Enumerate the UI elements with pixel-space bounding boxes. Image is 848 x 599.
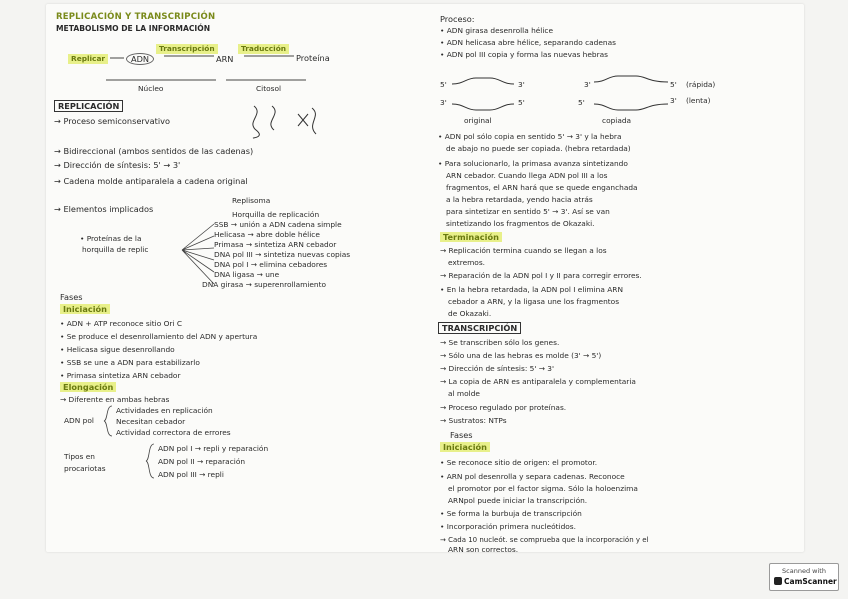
flow-replicar: Replicar <box>68 54 108 64</box>
elementos-1: Replisoma <box>232 196 271 205</box>
left-iniciacion: Iniciación <box>60 304 110 314</box>
camscanner-badge <box>769 563 839 591</box>
diag-l-3b: 3' <box>440 98 447 107</box>
diag-r-3: 3' <box>584 80 591 89</box>
diag-rapida: (rápida) <box>686 80 716 89</box>
scanner-line2: CamScanner <box>784 577 837 586</box>
procariota-3: ADN pol III → repli <box>158 470 224 479</box>
note-8: sintetizando los fragmentos de Okazaki. <box>446 219 595 228</box>
term-5: cebador a ARN, y la ligasa une los fragmentos <box>448 297 620 306</box>
replicacion-header: REPLICACIÓN <box>54 100 123 112</box>
proteinas-label-1: • Proteínas de la <box>80 234 142 243</box>
scanner-line1: Scanned with <box>782 567 826 575</box>
r-ini-3: el promotor por el factor sigma. Sólo la holoenzima <box>448 484 638 493</box>
note-5: fragmentos, el ARN hará que se quede enganchada <box>446 183 638 192</box>
flow-adn: ADN <box>126 53 154 65</box>
diag-r-3b: 3' <box>670 96 677 105</box>
r-ini-7: → Cada 10 nucleót. se comprueba que la incorporación y el <box>440 536 649 544</box>
proteina-7: DNA girasa → superenrollamiento <box>202 280 327 289</box>
term-4: • En la hebra retardada, la ADN pol I elimina ARN <box>440 285 623 294</box>
procariota-1: ADN pol I → repli y reparación <box>158 444 269 453</box>
note-3: • Para solucionarlo, la primasa avanza sintetizando <box>438 159 628 168</box>
r-ini-8: ARN son correctos. <box>448 545 519 554</box>
left-line-4: → Cadena molde antiparalela a cadena original <box>54 176 248 186</box>
flow-nucleo: Núcleo <box>138 84 164 93</box>
procariotas-brace <box>144 442 156 480</box>
proteina-6: DNA ligasa → une <box>214 270 280 279</box>
flow-transcripcion: Transcripción <box>156 44 218 54</box>
diag-r-5b: 5' <box>670 80 677 89</box>
adn-pol-3: Actividad correctora de errores <box>116 428 231 437</box>
note-4: ARN cebador. Cuando llega ADN pol III a los <box>446 171 608 180</box>
diag-l-3a: 3' <box>518 80 525 89</box>
left-ini-5: • Primasa sintetiza ARN cebador <box>60 371 181 380</box>
left-ini-2: • Se produce el desenrollamiento del ADN y apertura <box>60 332 258 341</box>
r-ini-4: ARNpol puede iniciar la transcripción. <box>448 496 588 505</box>
proteina-2: Helicasa → abre doble hélice <box>214 230 320 239</box>
elementos-2: Horquilla de replicación <box>232 210 320 219</box>
flow-citosol: Citosol <box>256 84 282 93</box>
proceso-title: Proceso: <box>440 14 475 24</box>
diag-copiada-fork <box>592 74 670 114</box>
proteinas-label-2: horquilla de replic <box>82 245 149 254</box>
term-2: extremos. <box>448 258 486 267</box>
left-line-3: → Dirección de síntesis: 5' → 3' <box>54 160 181 170</box>
trans-7: → Sustratos: NTPs <box>440 416 507 425</box>
adn-pol-brace <box>102 404 114 438</box>
note-7: para sintetizar en sentido 5' → 3'. Así se van <box>446 207 610 216</box>
left-line-1: → Proceso semiconservativo <box>54 116 170 126</box>
trans-3: → Dirección de síntesis: 5' → 3' <box>440 364 555 373</box>
proceso-3: • ADN pol III copia y forma las nuevas hebras <box>440 50 609 59</box>
diag-original: original <box>464 116 492 125</box>
diag-l-5: 5' <box>440 80 447 89</box>
page-title: REPLICACIÓN Y TRANSCRIPCIÓN <box>56 12 216 22</box>
flow-traduccion: Traducción <box>238 44 289 54</box>
proteina-5: DNA pol I → elimina cebadores <box>214 260 328 269</box>
procariotas-label-2: procariotas <box>64 464 106 473</box>
proceso-2: • ADN helicasa abre hélice, separando cadenas <box>440 38 616 47</box>
left-ini-1: • ADN + ATP reconoce sitio Ori C <box>60 319 182 328</box>
adn-pol-1: Actividades en replicación <box>116 406 213 415</box>
flow-arrows <box>106 48 306 88</box>
left-ini-4: • SSB se une a ADN para estabilizarlo <box>60 358 200 367</box>
r-ini-2: • ARN pol desenrolla y separa cadenas. Reconoce <box>440 472 625 481</box>
trans-5: al molde <box>448 389 480 398</box>
diag-copiada: copiada <box>602 116 632 125</box>
right-fases: Fases <box>450 430 473 440</box>
page-subtitle: METABOLISMO DE LA INFORMACIÓN <box>56 24 211 33</box>
r-ini-5: • Se forma la burbuja de transcripción <box>440 509 582 518</box>
diag-l-5b: 5' <box>518 98 525 107</box>
trans-1: → Se transcriben sólo los genes. <box>440 338 560 347</box>
proceso-1: • ADN girasa desenrolla hélice <box>440 26 554 35</box>
left-line-2: → Bidireccional (ambos sentidos de las cadenas) <box>54 146 254 156</box>
diag-original-fork <box>450 76 516 112</box>
proteina-4: DNA pol III → sintetiza nuevas copias <box>214 250 351 259</box>
term-1: → Replicación termina cuando se llegan a los <box>440 246 607 255</box>
procariotas-label-1: Tipos en <box>64 452 95 461</box>
left-line-5: → Elementos implicados <box>54 204 154 214</box>
diag-r-5: 5' <box>578 98 585 107</box>
diag-lenta: (lenta) <box>686 96 711 105</box>
left-elong-1: → Diferente en ambas hebras <box>60 395 170 404</box>
note-6: a la hebra retardada, yendo hacia atrás <box>446 195 593 204</box>
adn-pol-label: ADN pol <box>64 416 94 425</box>
flow-arn: ARN <box>216 54 234 64</box>
left-fases: Fases <box>60 292 83 302</box>
trans-2: → Sólo una de las hebras es molde (3' → 5') <box>440 351 602 360</box>
proteina-1: SSB → unión a ADN cadena simple <box>214 220 342 229</box>
proteina-3: Primasa → sintetiza ARN cebador <box>214 240 337 249</box>
adn-pol-2: Necesitan cebador <box>116 417 186 426</box>
procariota-2: ADN pol II → reparación <box>158 457 246 466</box>
trans-4: → La copia de ARN es antiparalela y complementaria <box>440 377 636 386</box>
flow-proteina: Proteína <box>296 53 330 63</box>
note-2: de abajo no puede ser copiada. (hebra retardada) <box>446 144 631 153</box>
notebook-page <box>46 4 804 552</box>
trans-6: → Proceso regulado por proteínas. <box>440 403 567 412</box>
terminacion-header: Terminación <box>440 232 502 242</box>
r-ini-1: • Se reconoce sitio de origen: el promotor. <box>440 458 598 467</box>
dna-helix-drawing <box>246 104 326 140</box>
transcripcion-header: TRANSCRIPCIÓN <box>438 322 521 334</box>
right-iniciacion: Iniciación <box>440 442 490 452</box>
left-elongacion: Elongación <box>60 382 116 392</box>
r-ini-6: • Incorporación primera nucleótidos. <box>440 522 577 531</box>
note-1: • ADN pol sólo copia en sentido 5' → 3' y la hebra <box>438 132 622 141</box>
term-6: de Okazaki. <box>448 309 492 318</box>
term-3: → Reparación de la ADN pol I y II para corregir errores. <box>440 271 642 280</box>
left-ini-3: • Helicasa sigue desenrollando <box>60 345 175 354</box>
camscanner-icon <box>774 577 782 585</box>
